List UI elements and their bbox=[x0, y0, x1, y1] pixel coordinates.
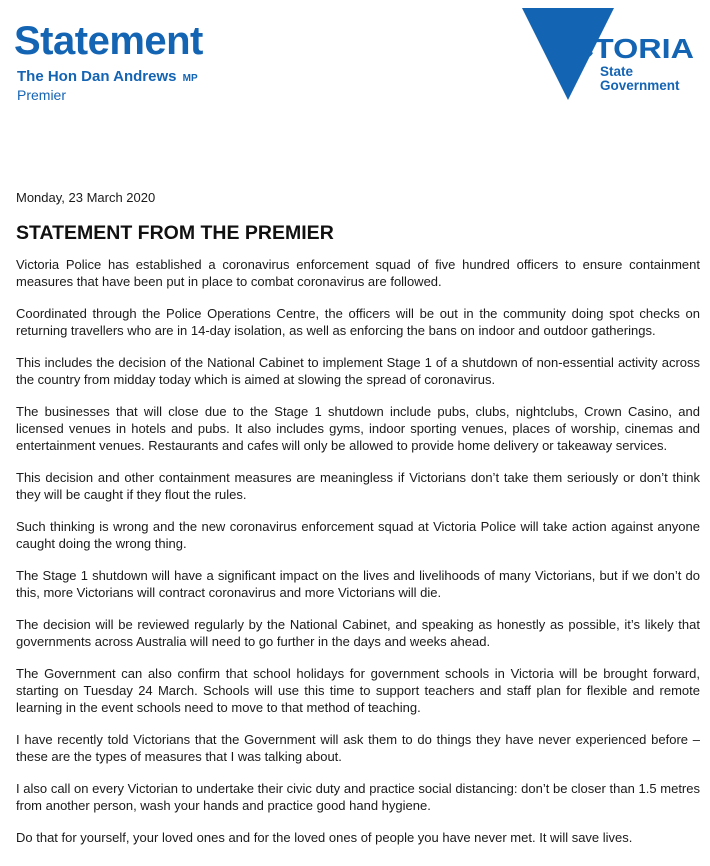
statement-heading: STATEMENT FROM THE PREMIER bbox=[16, 222, 334, 244]
paragraph: I also call on every Victorian to undertake their civic duty and practice social distancing: don’t be closer than 1.5 metres from another person, wash your hands and practice good hand hygiene. bbox=[16, 781, 700, 813]
statement-title: Statement bbox=[14, 19, 203, 63]
letterhead bbox=[0, 0, 710, 130]
paragraph: The Stage 1 shutdown will have a significant impact on the lives and livelihoods of many Victorians, but if we don’t do this, more Victorians will contract coronavirus and more Victorians will die. bbox=[16, 568, 700, 600]
statement-date: Monday, 23 March 2020 bbox=[16, 190, 156, 205]
paragraph: This decision and other containment measures are meaningless if Victorians don’t take them seriously or don’t think they will be caught if they flout the rules. bbox=[16, 470, 700, 502]
paragraph: The Government can also confirm that school holidays for government schools in Victoria will be brought forward, starting on Tuesday 24 March. Schools will use this time to support teachers and staff plan for flexible and remote learning in the event schools need to move to that method of teaching. bbox=[16, 666, 700, 715]
paragraph: Coordinated through the Police Operations Centre, the officers will be out in the community doing spot checks on returning travellers who are in 14-day isolation, as well as enforcing the bans on indoor and outdoor gatherings. bbox=[16, 306, 700, 338]
logo-word: VICTORIA bbox=[540, 33, 694, 64]
logo-line1: State bbox=[600, 64, 634, 79]
victoria-state-government-logo bbox=[522, 8, 702, 102]
minister-name: The Hon Dan Andrews bbox=[17, 68, 177, 85]
paragraph: This includes the decision of the National Cabinet to implement Stage 1 of a shutdown of non-essential activity across the country from midday today which is aimed at slowing the spread of coronavirus. bbox=[16, 355, 700, 387]
paragraph: The decision will be reviewed regularly by the National Cabinet, and speaking as honestly as possible, it’s likely that governments across Australia will need to go further in the days and weeks ahead. bbox=[16, 617, 700, 649]
statement-body bbox=[16, 188, 700, 861]
minister-suffix: MP bbox=[182, 73, 198, 84]
paragraph: Do that for yourself, your loved ones and for the loved ones of people you have never met. It will save lives. bbox=[16, 830, 633, 845]
paragraph: Such thinking is wrong and the new coronavirus enforcement squad at Victoria Police will take action against anyone caught doing the wrong thing. bbox=[16, 519, 700, 551]
paragraph: I have recently told Victorians that the Government will ask them to do things they have never experienced before – these are the types of measures that I was talking about. bbox=[16, 732, 700, 764]
paragraph: The businesses that will close due to the Stage 1 shutdown include pubs, clubs, nightclubs, Crown Casino, and licensed venues in hotels and pubs. It also includes gyms, indoor sporting venues, places of worship, cinemas and entertainment venues. Restaurants and cafes will only be allowed to provide home delivery or takeaway services. bbox=[16, 404, 700, 453]
logo-line2: Government bbox=[600, 78, 680, 93]
minister-role: Premier bbox=[17, 87, 67, 103]
minister-name-line bbox=[17, 68, 198, 88]
paragraph: Victoria Police has established a coronavirus enforcement squad of five hundred officers to ensure containment measures that have been put in place to combat coronavirus are followed. bbox=[16, 257, 700, 289]
